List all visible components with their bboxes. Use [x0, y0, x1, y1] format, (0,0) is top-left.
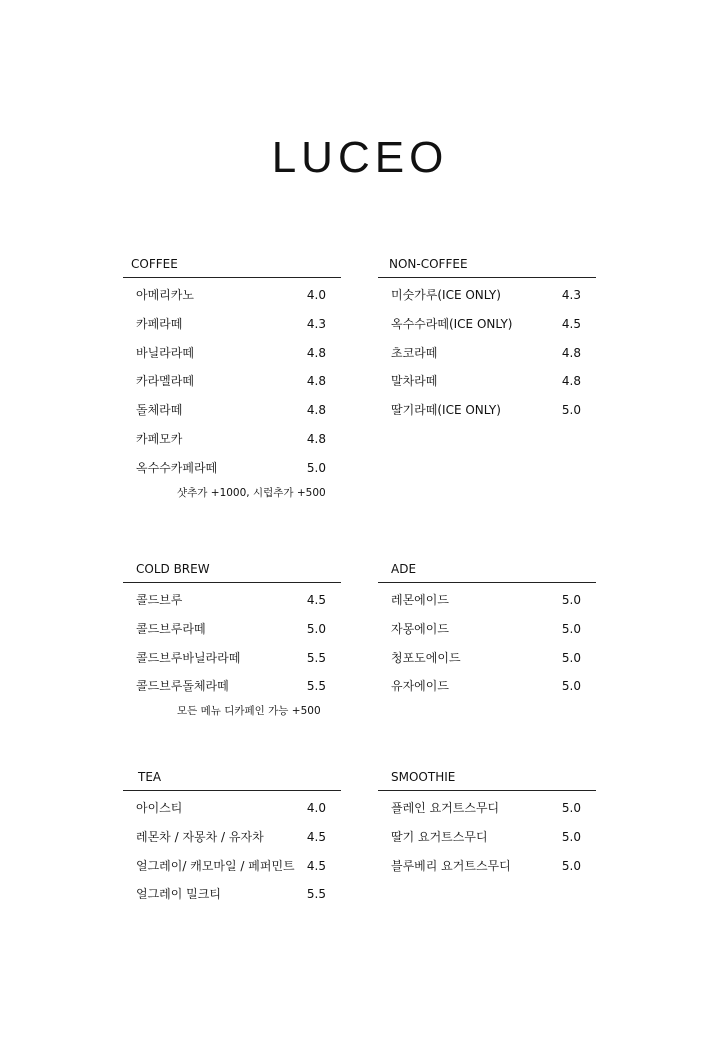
menu-item-name: 딸기라떼(ICE ONLY)	[391, 403, 501, 418]
menu-item-price: 5.0	[561, 679, 581, 694]
menu-item-name: 딸기 요거트스무디	[391, 829, 488, 844]
menu-item-price: 5.0	[561, 801, 581, 815]
menu-title: LUCEO	[271, 133, 449, 182]
menu-item-price: 4.8	[306, 431, 326, 446]
menu-item-name: 카페모카	[136, 431, 183, 446]
menu-item	[378, 315, 596, 344]
menu-item-price: 4.3	[306, 316, 326, 331]
menu-item	[378, 401, 596, 430]
menu-item-list	[123, 591, 341, 706]
menu-item-list	[123, 799, 341, 914]
menu-item-price: 4.0	[306, 801, 326, 815]
menu-item	[123, 315, 341, 344]
menu-item	[123, 649, 341, 678]
menu-item-name: 카페라떼	[136, 316, 183, 331]
menu-item	[123, 857, 341, 886]
menu-item-price: 4.5	[306, 858, 326, 873]
menu-item	[123, 885, 341, 914]
menu-item	[123, 344, 341, 373]
menu-item-name: 미숫가루(ICE ONLY)	[391, 288, 501, 302]
section-title: NON-COFFEE	[378, 256, 596, 278]
menu-item	[123, 401, 341, 430]
menu-item-name: 카라멜라떼	[136, 374, 194, 389]
menu-item	[378, 649, 596, 678]
menu-item-name: 콜드브루바닐라라떼	[136, 650, 241, 665]
menu-item-name: 얼그레이/ 캐모마일 / 페퍼민트	[136, 858, 295, 873]
section-note: 샷추가 +1000, 시럽추가 +500	[177, 486, 326, 499]
menu-item-name: 레몬차 / 자몽차 / 유자차	[136, 829, 264, 844]
menu-item-price: 4.8	[561, 345, 581, 360]
menu-item-price: 5.0	[561, 403, 581, 418]
menu-item-price: 5.0	[561, 621, 581, 636]
menu-item	[123, 459, 341, 488]
menu-item-name: 아메리카노	[136, 288, 194, 302]
menu-item	[378, 620, 596, 649]
menu-item-name: 블루베리 요거트스무디	[391, 858, 511, 873]
menu-item	[378, 828, 596, 857]
menu-item-price: 4.5	[561, 316, 581, 331]
menu-item-price: 4.5	[306, 593, 326, 607]
menu-item	[123, 430, 341, 459]
menu-item-name: 옥수수라떼(ICE ONLY)	[391, 316, 513, 331]
menu-item-price: 5.0	[306, 460, 326, 475]
menu-item-name: 아이스티	[136, 801, 183, 815]
menu-item	[378, 677, 596, 706]
menu-item-name: 레몬에이드	[391, 593, 449, 607]
menu-item	[378, 799, 596, 828]
menu-item-price: 4.8	[561, 374, 581, 389]
menu-item-name: 청포도에이드	[391, 650, 461, 665]
section-smoothie	[378, 769, 596, 885]
menu-item-name: 콜드브루돌체라떼	[136, 679, 229, 694]
menu-item-price: 4.8	[306, 374, 326, 389]
menu-item-list	[123, 286, 341, 488]
menu-item-name: 콜드브루	[136, 593, 183, 607]
menu-item	[123, 799, 341, 828]
menu-item-price: 5.0	[306, 621, 326, 636]
menu-item-price: 4.5	[306, 829, 326, 844]
menu-item-list	[378, 591, 596, 706]
section-coffee	[123, 256, 341, 501]
menu-item-name: 돌체라떼	[136, 403, 183, 418]
menu-item-name: 말차라떼	[391, 374, 438, 389]
menu-item	[378, 286, 596, 315]
menu-item-list	[378, 286, 596, 430]
menu-item	[378, 372, 596, 401]
section-title: SMOOTHIE	[378, 769, 596, 791]
menu-item-name: 초코라떼	[391, 345, 438, 360]
menu-item-name: 콜드브루라떼	[136, 621, 206, 636]
menu-item	[378, 344, 596, 373]
section-note: 모든 메뉴 디카페인 가능 +500	[177, 705, 321, 718]
section-non-coffee	[378, 256, 596, 430]
section-cold-brew	[123, 561, 341, 719]
menu-item	[123, 286, 341, 315]
menu-item	[123, 620, 341, 649]
menu-item-name: 자몽에이드	[391, 621, 449, 636]
menu-item	[123, 372, 341, 401]
menu-item-price: 4.3	[561, 288, 581, 302]
menu-item-price: 4.0	[306, 288, 326, 302]
menu-item-price: 5.0	[561, 593, 581, 607]
section-ade	[378, 561, 596, 706]
menu-item-price: 5.5	[306, 887, 326, 902]
menu-item-price: 5.0	[561, 858, 581, 873]
menu-item-list	[378, 799, 596, 885]
menu-item-price: 4.8	[306, 345, 326, 360]
menu-item-price: 5.0	[561, 829, 581, 844]
menu-item-price: 5.5	[306, 650, 326, 665]
menu-item-name: 유자에이드	[391, 679, 449, 694]
menu-item-name: 옥수수카페라떼	[136, 460, 218, 475]
section-title: TEA	[123, 769, 341, 791]
menu-item	[123, 591, 341, 620]
menu-item-price: 4.8	[306, 403, 326, 418]
menu-item-name: 바닐라라떼	[136, 345, 194, 360]
menu-item	[378, 857, 596, 886]
menu-item-price: 5.0	[561, 650, 581, 665]
menu-item	[378, 591, 596, 620]
section-title: ADE	[378, 561, 596, 583]
menu-item	[123, 677, 341, 706]
section-tea	[123, 769, 341, 914]
menu-item-name: 얼그레이 밀크티	[136, 887, 221, 902]
section-title: COFFEE	[123, 256, 341, 278]
menu-item-name: 플레인 요거트스무디	[391, 801, 500, 815]
section-title: COLD BREW	[123, 561, 341, 583]
menu-item	[123, 828, 341, 857]
menu-item-price: 5.5	[306, 679, 326, 694]
